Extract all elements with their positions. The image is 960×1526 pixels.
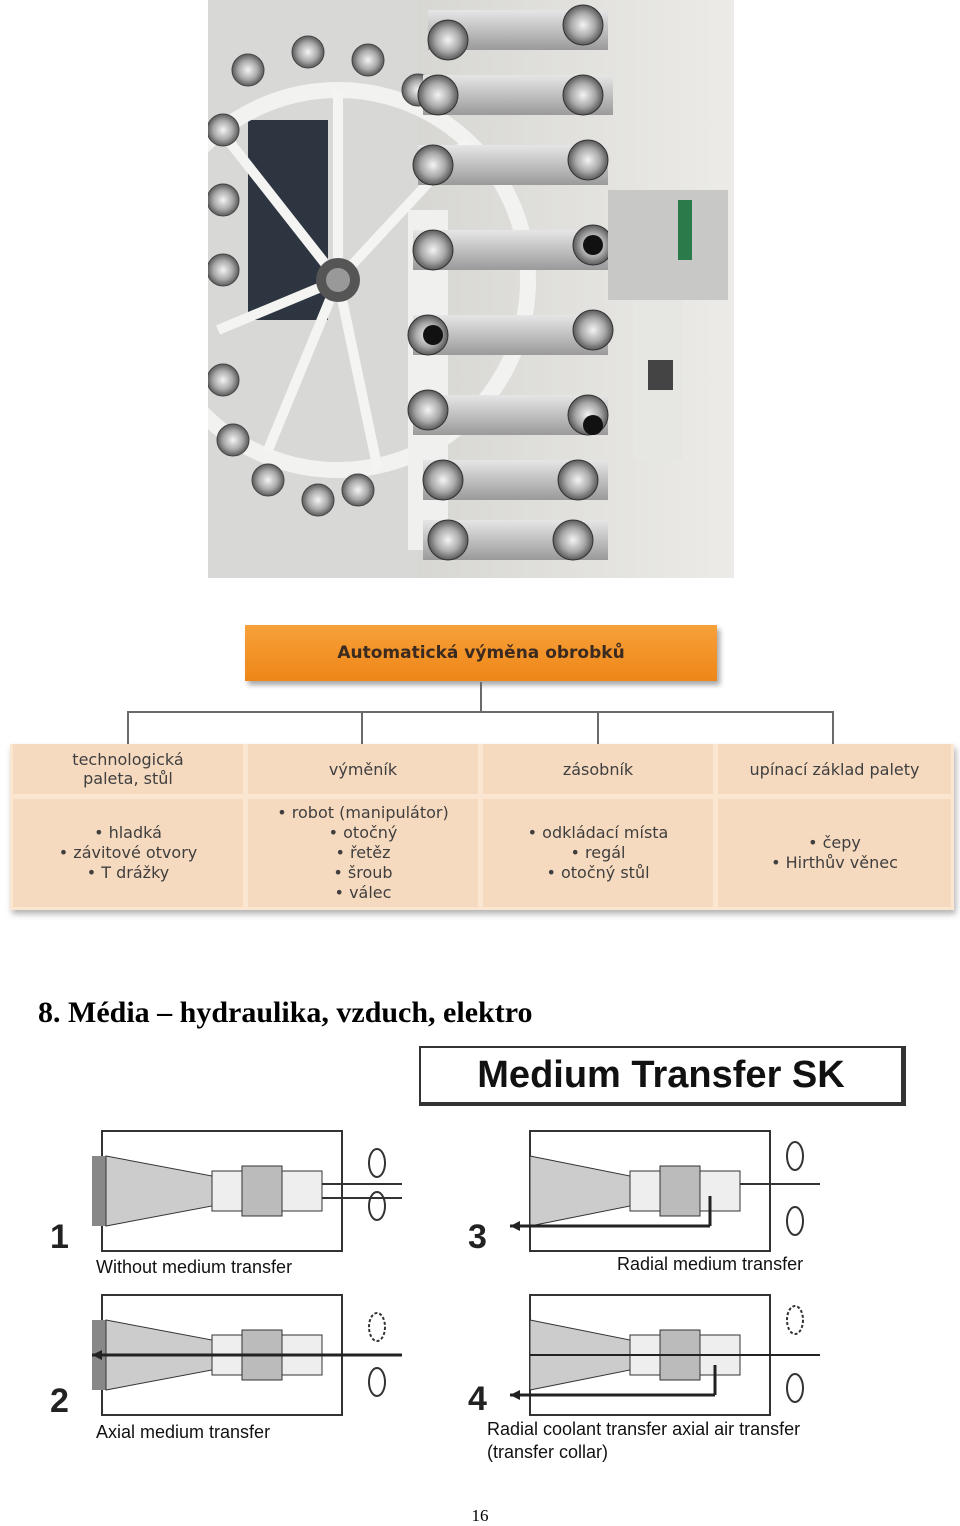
connector-drop-3 — [597, 711, 599, 745]
list-item: • Hirthův věnec — [771, 853, 898, 872]
tool-holder-drawing-3 — [510, 1126, 840, 1256]
list-item: • otočný — [328, 823, 398, 842]
list-item: • robot (manipulátor) — [277, 803, 449, 822]
list-item: • čepy — [808, 833, 861, 852]
connector-bar — [127, 711, 834, 713]
column-heading-zasobnik: zásobník — [483, 744, 713, 794]
connector-drop-2 — [361, 711, 363, 745]
list-item: • odkládací místa — [527, 823, 669, 842]
panel-caption-4: Radial coolant transfer axial air transfer — [487, 1419, 801, 1439]
list-item: • řetěz — [335, 843, 391, 862]
list-item: • válec — [334, 883, 392, 902]
tool-holder-drawing-4 — [510, 1290, 840, 1420]
panel-caption-2: Axial medium transfer — [96, 1422, 271, 1442]
tool-holder-drawing-1 — [92, 1126, 422, 1256]
diagram-panel — [10, 744, 954, 910]
list-item: • T drážky — [86, 863, 170, 882]
connector-trunk — [480, 682, 482, 712]
connector-drop-4 — [832, 711, 834, 745]
column-heading-vymenik: výměník — [248, 744, 478, 794]
page-number: 16 — [471, 1506, 489, 1525]
panel-caption-4b: (transfer collar) — [487, 1442, 609, 1462]
machine-photo — [208, 0, 734, 578]
figure-title: Medium Transfer SK — [477, 1053, 845, 1096]
column-body-paleta — [13, 799, 243, 907]
list-item: • otočný stůl — [546, 863, 650, 882]
list-item: • regál — [570, 843, 626, 862]
diagram-title: Automatická výměna obrobků — [337, 643, 625, 663]
panel-number-2: 2 — [50, 1382, 69, 1420]
list-item: • závitové otvory — [58, 843, 198, 862]
workpiece-change-diagram — [0, 616, 960, 926]
connector-drop-1 — [127, 711, 129, 745]
column-body-zasobnik — [483, 799, 713, 907]
panel-number-4: 4 — [468, 1380, 487, 1418]
column-heading-paleta: technologická paleta, stůl — [13, 744, 243, 794]
section-heading: 8. Média – hydraulika, vzduch, elektro — [38, 996, 533, 1029]
figure-title-box — [419, 1046, 906, 1106]
tool-holder-drawing-2 — [92, 1290, 422, 1420]
list-item: • šroub — [333, 863, 393, 882]
panel-caption-1: Without medium transfer — [96, 1257, 293, 1277]
column-heading-upinaci: upínací základ palety — [718, 744, 951, 794]
diagram-title-box — [245, 625, 717, 681]
column-body-vymenik — [248, 799, 478, 907]
panel-number-3: 3 — [468, 1218, 487, 1256]
panel-number-1: 1 — [50, 1218, 69, 1256]
list-item: • hladká — [94, 823, 162, 842]
medium-transfer-figure — [40, 1030, 910, 1480]
column-body-upinaci — [718, 799, 951, 907]
panel-caption-3: Radial medium transfer — [617, 1254, 804, 1274]
